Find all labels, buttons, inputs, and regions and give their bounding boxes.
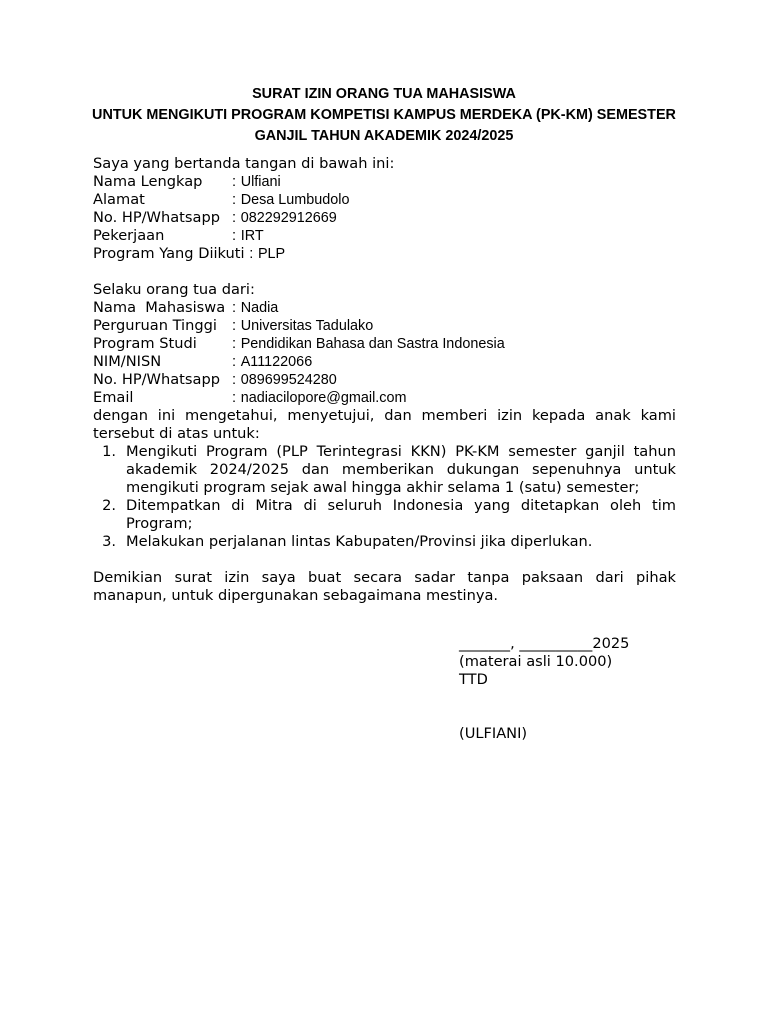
- field-colon: :: [232, 210, 237, 226]
- list-number: 2.: [102, 497, 116, 514]
- student-row-email: [93, 389, 676, 407]
- list-text: Melakukan perjalanan lintas Kabupaten/Provinsi jika diperlukan.: [126, 533, 593, 550]
- field-colon: :: [232, 354, 237, 370]
- field-value: 082292912669: [240, 210, 337, 226]
- parent-row-address: [93, 191, 676, 209]
- field-colon: :: [232, 192, 237, 208]
- field-colon: :: [232, 228, 237, 244]
- field-value: A11122066: [240, 354, 313, 370]
- student-row-nim: [93, 353, 676, 371]
- closing-paragraph: Demikian surat izin saya buat secara sadar tanpa paksaan dari pihak manapun, untuk dipergunakan sebagaimana mestinya.: [93, 569, 676, 604]
- field-label: No. HP/Whatsapp: [93, 209, 220, 226]
- field-value: nadiacilopore@gmail.com: [240, 390, 407, 406]
- field-label: No. HP/Whatsapp: [93, 371, 220, 388]
- place-date-line: _______, __________2025: [459, 635, 630, 652]
- field-label: Perguruan Tinggi: [93, 317, 217, 334]
- field-colon: :: [249, 246, 254, 262]
- field-label: NIM/NISN: [93, 353, 162, 370]
- field-value: Pendidikan Bahasa dan Sastra Indonesia: [240, 336, 505, 352]
- field-label: Email: [93, 389, 134, 406]
- field-colon: :: [232, 174, 237, 190]
- field-value: Ulfiani: [240, 174, 281, 190]
- list-item: [93, 497, 676, 533]
- title-line-3: GANJIL TAHUN AKADEMIK 2024/2025: [254, 128, 514, 144]
- field-colon: :: [232, 318, 237, 334]
- letter-title: [60, 84, 708, 147]
- field-value: Universitas Tadulako: [240, 318, 374, 334]
- signatory-name: (ULFIANI): [459, 725, 528, 742]
- parent-row-program: [93, 245, 676, 263]
- field-value: Desa Lumbudolo: [240, 192, 350, 208]
- field-value: 089699524280: [240, 372, 337, 388]
- list-text: Ditempatkan di Mitra di seluruh Indonesia yang ditetapkan oleh tim Program;: [126, 497, 676, 532]
- field-value: Nadia: [240, 300, 279, 316]
- letter-body: [93, 155, 676, 605]
- parent-row-name: [93, 173, 676, 191]
- list-number: 3.: [102, 533, 116, 550]
- field-value: IRT: [240, 228, 264, 244]
- list-text: Mengikuti Program (PLP Terintegrasi KKN) PK-KM semester ganjil tahun akademik 2024/2025 dan memberikan dukungan sepenuhnya untuk mengikuti program sejak awal hingga akhir selama 1 (satu) semester;: [126, 443, 676, 496]
- field-colon: :: [232, 336, 237, 352]
- signature-mark: TTD: [459, 671, 488, 688]
- field-colon: :: [232, 390, 237, 406]
- parent-row-job: [93, 227, 676, 245]
- permission-list: [93, 443, 676, 551]
- student-row-study-program: [93, 335, 676, 353]
- field-colon: :: [232, 372, 237, 388]
- student-row-university: [93, 317, 676, 335]
- list-item: [93, 533, 676, 551]
- field-colon: :: [232, 300, 237, 316]
- materai-note: (materai asli 10.000): [459, 653, 613, 670]
- field-label: Pekerjaan: [93, 227, 165, 244]
- field-label: Nama Lengkap: [93, 173, 203, 190]
- title-line-1: SURAT IZIN ORANG TUA MAHASISWA: [252, 86, 516, 102]
- student-row-name: [93, 299, 676, 317]
- field-label: Nama Mahasiswa: [93, 299, 226, 316]
- field-label: Alamat: [93, 191, 145, 208]
- parent-row-phone: [93, 209, 676, 227]
- student-intro-text: Selaku orang tua dari:: [93, 281, 255, 298]
- signature-block: [459, 635, 629, 743]
- field-label: Program Studi: [93, 335, 197, 352]
- student-row-phone: [93, 371, 676, 389]
- consent-paragraph: dengan ini mengetahui, menyetujui, dan memberi izin kepada anak kami tersebut di atas untuk:: [93, 407, 676, 442]
- field-label: Program Yang Diikuti: [93, 245, 245, 262]
- field-value: PLP: [257, 246, 286, 262]
- intro-text: Saya yang bertanda tangan di bawah ini:: [93, 155, 395, 172]
- parent-details: [93, 173, 676, 263]
- list-item: [93, 443, 676, 497]
- list-number: 1.: [102, 443, 116, 460]
- title-line-2: UNTUK MENGIKUTI PROGRAM KOMPETISI KAMPUS MERDEKA (PK-KM) SEMESTER: [92, 107, 676, 123]
- student-details: [93, 299, 676, 407]
